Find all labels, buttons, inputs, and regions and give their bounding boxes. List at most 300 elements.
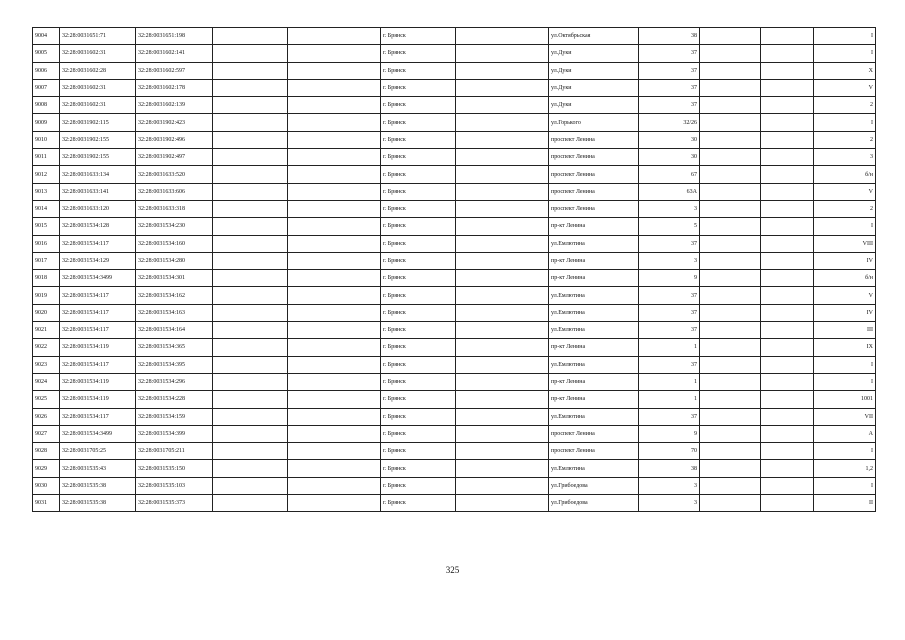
table-row [33, 79, 876, 96]
empty-cell [700, 443, 761, 460]
empty-cell [761, 356, 814, 373]
empty-cell [456, 183, 549, 200]
row-number-cell: 9024 [33, 373, 60, 390]
street-cell: проспект Ленина [549, 443, 639, 460]
empty-cell [288, 218, 381, 235]
object-cadastral-cell: 32:28:0031534:395 [136, 356, 213, 373]
street-cell: ул.Емлютина [549, 287, 639, 304]
empty-cell [213, 200, 288, 217]
property-registry-table [32, 27, 876, 512]
object-cadastral-cell: 32:28:0031534:280 [136, 252, 213, 269]
parcel-cadastral-cell: 32:28:0031534:119 [60, 391, 136, 408]
table-row [33, 62, 876, 79]
house-number-cell: 30 [639, 149, 700, 166]
unit-number-cell: VIII [814, 235, 876, 252]
house-number-cell: 3 [639, 252, 700, 269]
object-cadastral-cell: 32:28:0031902:423 [136, 114, 213, 131]
row-number-cell: 9028 [33, 443, 60, 460]
empty-cell [288, 28, 381, 45]
street-cell: ул.Октябрьская [549, 28, 639, 45]
empty-cell [700, 183, 761, 200]
unit-number-cell: IX [814, 339, 876, 356]
empty-cell [700, 356, 761, 373]
object-cadastral-cell: 32:28:0031534:365 [136, 339, 213, 356]
empty-cell [761, 166, 814, 183]
table-row [33, 373, 876, 390]
unit-number-cell: 1001 [814, 391, 876, 408]
object-cadastral-cell: 32:28:0031602:141 [136, 45, 213, 62]
table-row [33, 425, 876, 442]
street-cell: ул.Емлютина [549, 304, 639, 321]
empty-cell [700, 391, 761, 408]
street-cell: ул.Дуки [549, 62, 639, 79]
object-cadastral-cell: 32:28:0031534:296 [136, 373, 213, 390]
empty-cell [761, 218, 814, 235]
empty-cell [761, 62, 814, 79]
city-cell: г. Брянск [381, 235, 456, 252]
empty-cell [456, 270, 549, 287]
street-cell: проспект Ленина [549, 183, 639, 200]
object-cadastral-cell: 32:28:0031534:228 [136, 391, 213, 408]
page-number: 325 [445, 565, 460, 575]
house-number-cell: 37 [639, 79, 700, 96]
house-number-cell: 63А [639, 183, 700, 200]
empty-cell [288, 131, 381, 148]
object-cadastral-cell: 32:28:0031534:399 [136, 425, 213, 442]
object-cadastral-cell: 32:28:0031535:150 [136, 460, 213, 477]
empty-cell [213, 149, 288, 166]
parcel-cadastral-cell: 32:28:0031534:129 [60, 252, 136, 269]
empty-cell [700, 218, 761, 235]
parcel-cadastral-cell: 32:28:0031534:117 [60, 356, 136, 373]
parcel-cadastral-cell: 32:28:0031534:128 [60, 218, 136, 235]
parcel-cadastral-cell: 32:28:0031633:120 [60, 200, 136, 217]
street-cell: проспект Ленина [549, 425, 639, 442]
street-cell: ул.Грибоедова [549, 477, 639, 494]
empty-cell [288, 425, 381, 442]
house-number-cell: 37 [639, 97, 700, 114]
table-row [33, 183, 876, 200]
unit-number-cell: 3 [814, 149, 876, 166]
empty-cell [288, 443, 381, 460]
row-number-cell: 9008 [33, 97, 60, 114]
empty-cell [456, 114, 549, 131]
empty-cell [761, 322, 814, 339]
street-cell: ул.Емлютина [549, 356, 639, 373]
parcel-cadastral-cell: 32:28:0031602:31 [60, 79, 136, 96]
empty-cell [288, 373, 381, 390]
empty-cell [700, 28, 761, 45]
unit-number-cell: I [814, 114, 876, 131]
empty-cell [288, 252, 381, 269]
empty-cell [288, 45, 381, 62]
row-number-cell: 9021 [33, 322, 60, 339]
table-row [33, 131, 876, 148]
table-row [33, 218, 876, 235]
table-row [33, 304, 876, 321]
city-cell: г. Брянск [381, 183, 456, 200]
unit-number-cell: I [814, 45, 876, 62]
parcel-cadastral-cell: 32:28:0031535:38 [60, 495, 136, 512]
street-cell: проспект Ленина [549, 131, 639, 148]
parcel-cadastral-cell: 32:28:0031534:117 [60, 287, 136, 304]
parcel-cadastral-cell: 32:28:0031705:25 [60, 443, 136, 460]
unit-number-cell: V [814, 287, 876, 304]
house-number-cell: 37 [639, 322, 700, 339]
empty-cell [700, 477, 761, 494]
city-cell: г. Брянск [381, 304, 456, 321]
row-number-cell: 9016 [33, 235, 60, 252]
street-cell: пр-кт Ленина [549, 339, 639, 356]
row-number-cell: 9014 [33, 200, 60, 217]
city-cell: г. Брянск [381, 322, 456, 339]
city-cell: г. Брянск [381, 391, 456, 408]
city-cell: г. Брянск [381, 477, 456, 494]
empty-cell [456, 79, 549, 96]
house-number-cell: 5 [639, 218, 700, 235]
empty-cell [700, 131, 761, 148]
house-number-cell: 3 [639, 477, 700, 494]
empty-cell [213, 183, 288, 200]
city-cell: г. Брянск [381, 79, 456, 96]
city-cell: г. Брянск [381, 339, 456, 356]
street-cell: проспект Ленина [549, 166, 639, 183]
row-number-cell: 9020 [33, 304, 60, 321]
table-row [33, 408, 876, 425]
empty-cell [456, 218, 549, 235]
parcel-cadastral-cell: 32:28:0031633:134 [60, 166, 136, 183]
empty-cell [456, 391, 549, 408]
empty-cell [456, 149, 549, 166]
empty-cell [456, 166, 549, 183]
empty-cell [761, 304, 814, 321]
house-number-cell: 37 [639, 408, 700, 425]
city-cell: г. Брянск [381, 131, 456, 148]
unit-number-cell: А [814, 425, 876, 442]
empty-cell [761, 252, 814, 269]
empty-cell [456, 287, 549, 304]
row-number-cell: 9018 [33, 270, 60, 287]
row-number-cell: 9026 [33, 408, 60, 425]
empty-cell [456, 443, 549, 460]
empty-cell [213, 79, 288, 96]
city-cell: г. Брянск [381, 270, 456, 287]
house-number-cell: 37 [639, 304, 700, 321]
object-cadastral-cell: 32:28:0031902:497 [136, 149, 213, 166]
street-cell: ул.Дуки [549, 97, 639, 114]
house-number-cell: 1 [639, 339, 700, 356]
table-row [33, 252, 876, 269]
unit-number-cell: IV [814, 304, 876, 321]
object-cadastral-cell: 32:28:0031534:301 [136, 270, 213, 287]
row-number-cell: 9019 [33, 287, 60, 304]
empty-cell [700, 79, 761, 96]
street-cell: пр-кт Ленина [549, 270, 639, 287]
object-cadastral-cell: 32:28:0031633:318 [136, 200, 213, 217]
empty-cell [288, 166, 381, 183]
unit-number-cell: 2 [814, 131, 876, 148]
empty-cell [761, 97, 814, 114]
street-cell: ул.Емлютина [549, 460, 639, 477]
unit-number-cell: V [814, 183, 876, 200]
object-cadastral-cell: 32:28:0031534:162 [136, 287, 213, 304]
empty-cell [213, 477, 288, 494]
parcel-cadastral-cell: 32:28:0031534:3499 [60, 425, 136, 442]
row-number-cell: 9012 [33, 166, 60, 183]
empty-cell [456, 200, 549, 217]
house-number-cell: 37 [639, 287, 700, 304]
empty-cell [456, 339, 549, 356]
empty-cell [288, 235, 381, 252]
unit-number-cell: 2 [814, 97, 876, 114]
object-cadastral-cell: 32:28:0031534:230 [136, 218, 213, 235]
empty-cell [213, 425, 288, 442]
empty-cell [700, 97, 761, 114]
empty-cell [700, 270, 761, 287]
house-number-cell: 38 [639, 28, 700, 45]
table-row [33, 391, 876, 408]
empty-cell [761, 79, 814, 96]
empty-cell [700, 425, 761, 442]
empty-cell [213, 391, 288, 408]
row-number-cell: 9009 [33, 114, 60, 131]
empty-cell [761, 443, 814, 460]
unit-number-cell: I [814, 373, 876, 390]
city-cell: г. Брянск [381, 356, 456, 373]
empty-cell [288, 183, 381, 200]
empty-cell [700, 304, 761, 321]
table-row [33, 45, 876, 62]
empty-cell [456, 252, 549, 269]
row-number-cell: 9011 [33, 149, 60, 166]
city-cell: г. Брянск [381, 62, 456, 79]
empty-cell [288, 322, 381, 339]
empty-cell [288, 391, 381, 408]
empty-cell [456, 62, 549, 79]
house-number-cell: 3 [639, 200, 700, 217]
unit-number-cell: I [814, 28, 876, 45]
row-number-cell: 9030 [33, 477, 60, 494]
empty-cell [761, 460, 814, 477]
empty-cell [761, 131, 814, 148]
object-cadastral-cell: 32:28:0031705:211 [136, 443, 213, 460]
city-cell: г. Брянск [381, 97, 456, 114]
empty-cell [456, 235, 549, 252]
empty-cell [213, 339, 288, 356]
empty-cell [213, 408, 288, 425]
table-row [33, 460, 876, 477]
empty-cell [700, 339, 761, 356]
table-row [33, 287, 876, 304]
empty-cell [761, 477, 814, 494]
object-cadastral-cell: 32:28:0031633:520 [136, 166, 213, 183]
empty-cell [700, 495, 761, 512]
row-number-cell: 9023 [33, 356, 60, 373]
empty-cell [761, 495, 814, 512]
empty-cell [456, 45, 549, 62]
house-number-cell: 67 [639, 166, 700, 183]
empty-cell [700, 460, 761, 477]
empty-cell [700, 114, 761, 131]
empty-cell [761, 373, 814, 390]
object-cadastral-cell: 32:28:0031902:496 [136, 131, 213, 148]
parcel-cadastral-cell: 32:28:0031651:71 [60, 28, 136, 45]
empty-cell [761, 391, 814, 408]
empty-cell [700, 235, 761, 252]
unit-number-cell: IV [814, 252, 876, 269]
unit-number-cell: V [814, 79, 876, 96]
empty-cell [288, 356, 381, 373]
parcel-cadastral-cell: 32:28:0031902:155 [60, 149, 136, 166]
empty-cell [761, 183, 814, 200]
parcel-cadastral-cell: 32:28:0031602:28 [60, 62, 136, 79]
table-row [33, 166, 876, 183]
empty-cell [213, 252, 288, 269]
street-cell: ул.Дуки [549, 45, 639, 62]
unit-number-cell: 2 [814, 200, 876, 217]
street-cell: пр-кт Ленина [549, 373, 639, 390]
empty-cell [288, 495, 381, 512]
city-cell: г. Брянск [381, 408, 456, 425]
unit-number-cell: I [814, 218, 876, 235]
empty-cell [700, 45, 761, 62]
parcel-cadastral-cell: 32:28:0031534:117 [60, 235, 136, 252]
city-cell: г. Брянск [381, 200, 456, 217]
unit-number-cell: б/н [814, 166, 876, 183]
empty-cell [213, 356, 288, 373]
city-cell: г. Брянск [381, 45, 456, 62]
empty-cell [456, 97, 549, 114]
empty-cell [700, 200, 761, 217]
table-row [33, 270, 876, 287]
city-cell: г. Брянск [381, 460, 456, 477]
table-row [33, 97, 876, 114]
object-cadastral-cell: 32:28:0031633:606 [136, 183, 213, 200]
empty-cell [288, 79, 381, 96]
house-number-cell: 32/26 [639, 114, 700, 131]
house-number-cell: 9 [639, 270, 700, 287]
city-cell: г. Брянск [381, 495, 456, 512]
empty-cell [700, 373, 761, 390]
street-cell: ул.Емлютина [549, 408, 639, 425]
empty-cell [288, 270, 381, 287]
street-cell: ул.Емлютина [549, 322, 639, 339]
empty-cell [213, 322, 288, 339]
parcel-cadastral-cell: 32:28:0031534:119 [60, 339, 136, 356]
city-cell: г. Брянск [381, 425, 456, 442]
empty-cell [288, 287, 381, 304]
empty-cell [213, 287, 288, 304]
empty-cell [761, 235, 814, 252]
empty-cell [288, 460, 381, 477]
empty-cell [213, 131, 288, 148]
empty-cell [700, 166, 761, 183]
empty-cell [700, 149, 761, 166]
object-cadastral-cell: 32:28:0031534:159 [136, 408, 213, 425]
table-body [33, 28, 876, 512]
unit-number-cell: III [814, 322, 876, 339]
row-number-cell: 9031 [33, 495, 60, 512]
street-cell: ул.Дуки [549, 79, 639, 96]
empty-cell [213, 235, 288, 252]
unit-number-cell: б/н [814, 270, 876, 287]
empty-cell [456, 408, 549, 425]
street-cell: ул.Емлютина [549, 235, 639, 252]
object-cadastral-cell: 32:28:0031602:178 [136, 79, 213, 96]
row-number-cell: 9005 [33, 45, 60, 62]
row-number-cell: 9029 [33, 460, 60, 477]
table-row [33, 149, 876, 166]
empty-cell [761, 408, 814, 425]
table-row [33, 356, 876, 373]
table-row [33, 114, 876, 131]
empty-cell [288, 408, 381, 425]
object-cadastral-cell: 32:28:0031534:160 [136, 235, 213, 252]
object-cadastral-cell: 32:28:0031651:198 [136, 28, 213, 45]
object-cadastral-cell: 32:28:0031534:164 [136, 322, 213, 339]
empty-cell [456, 460, 549, 477]
parcel-cadastral-cell: 32:28:0031602:31 [60, 97, 136, 114]
empty-cell [761, 28, 814, 45]
empty-cell [456, 495, 549, 512]
empty-cell [700, 62, 761, 79]
street-cell: пр-кт Ленина [549, 391, 639, 408]
object-cadastral-cell: 32:28:0031535:373 [136, 495, 213, 512]
table-row [33, 28, 876, 45]
empty-cell [213, 28, 288, 45]
row-number-cell: 9025 [33, 391, 60, 408]
empty-cell [288, 304, 381, 321]
empty-cell [456, 356, 549, 373]
empty-cell [700, 287, 761, 304]
empty-cell [213, 270, 288, 287]
parcel-cadastral-cell: 32:28:0031534:117 [60, 408, 136, 425]
house-number-cell: 30 [639, 131, 700, 148]
object-cadastral-cell: 32:28:0031602:139 [136, 97, 213, 114]
unit-number-cell: 1,2 [814, 460, 876, 477]
house-number-cell: 1 [639, 373, 700, 390]
parcel-cadastral-cell: 32:28:0031534:117 [60, 304, 136, 321]
empty-cell [213, 97, 288, 114]
empty-cell [456, 425, 549, 442]
empty-cell [213, 166, 288, 183]
empty-cell [700, 252, 761, 269]
street-cell: ул.Грибоедова [549, 495, 639, 512]
unit-number-cell: VII [814, 408, 876, 425]
parcel-cadastral-cell: 32:28:0031534:117 [60, 322, 136, 339]
row-number-cell: 9027 [33, 425, 60, 442]
unit-number-cell: X [814, 62, 876, 79]
empty-cell [456, 477, 549, 494]
empty-cell [456, 322, 549, 339]
empty-cell [213, 45, 288, 62]
object-cadastral-cell: 32:28:0031534:163 [136, 304, 213, 321]
empty-cell [456, 131, 549, 148]
parcel-cadastral-cell: 32:28:0031534:3499 [60, 270, 136, 287]
empty-cell [761, 149, 814, 166]
empty-cell [456, 28, 549, 45]
empty-cell [288, 62, 381, 79]
house-number-cell: 38 [639, 460, 700, 477]
table-row [33, 200, 876, 217]
empty-cell [213, 62, 288, 79]
unit-number-cell: I [814, 356, 876, 373]
street-cell: ул.Горького [549, 114, 639, 131]
empty-cell [761, 287, 814, 304]
parcel-cadastral-cell: 32:28:0031535:43 [60, 460, 136, 477]
empty-cell [213, 443, 288, 460]
empty-cell [288, 97, 381, 114]
